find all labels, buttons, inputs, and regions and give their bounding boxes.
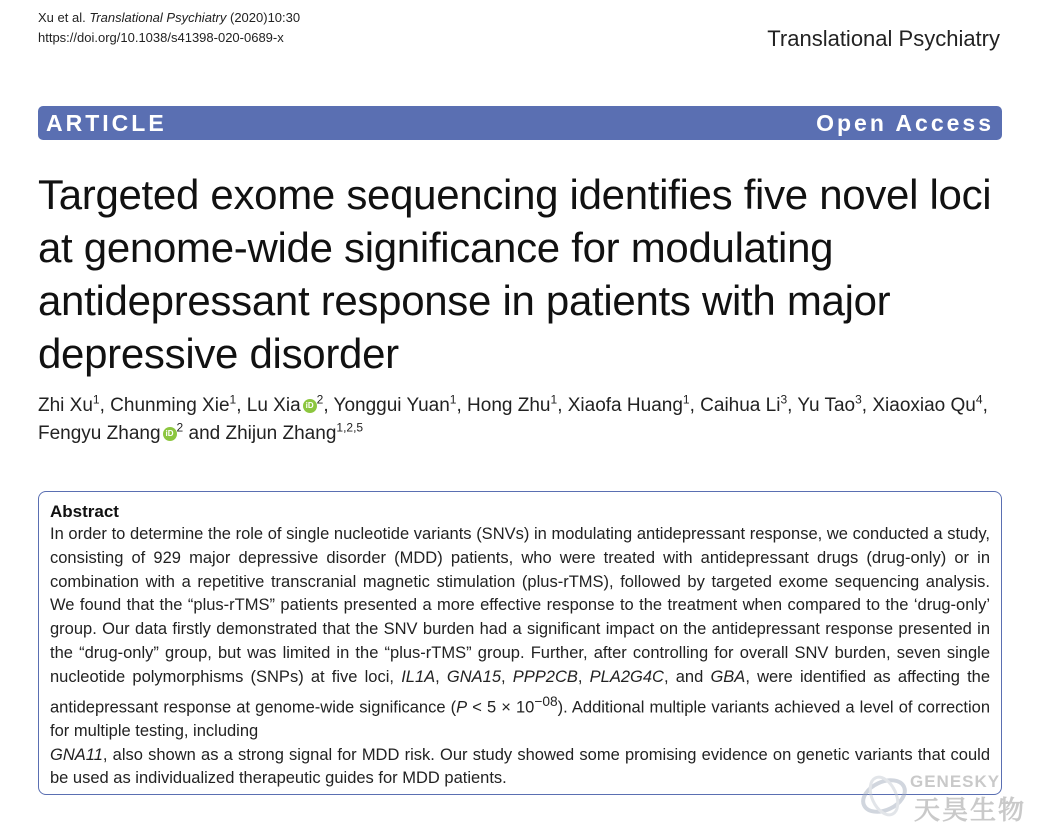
author-name[interactable]: Hong Zhu — [467, 395, 551, 416]
orcid-icon[interactable]: iD — [163, 427, 177, 441]
author-affiliation: 3 — [855, 392, 862, 407]
citation-block — [38, 8, 300, 48]
watermark-brand-cn: 天昊生物 — [914, 795, 1027, 825]
author-name[interactable]: Zhi Xu — [38, 395, 93, 416]
open-access-label: Open Access — [816, 109, 994, 136]
abstract-text: In order to determine the role of single nucleotide variants (SNVs) in modulating antidepressant response, we conducted a study, consisting of 929 major depressive disorder (MDD) patients, who were treated with antidepressant drugs (drug-only) or in combination with a repetitive transcranial magnetic stimulation (plus-rTMS), followed by targeted exome sequencing analysis. We found that the “plus-rTMS” patients presented a more effective response to the treatment when compared to the ‘drug-only’ group. Our data firstly demonstrated that the SNV burden had a significant impact on the antidepressant response presented in the “drug-only” group, but was limited in the “plus-rTMS” group. Further, after controlling for overall SNV burden, seven single nucleotide polymorphisms (SNPs) at five loci, IL1A, GNA15, PPP2CB, PLA2G4C, and GBA, were identified as affecting the antidepressant response at genome-wide significance $(P < 5 \times 10^{-08})$. Additional multiple variants achieved a level of correction for multiple testing, including GNA11, also shown as a strong signal for MDD risk. Our study showed some promising evidence on genetic variants that could be used as individualized therapeutic guides for MDD patients. — [50, 525, 991, 788]
citation-volume: (2020)10:30 — [230, 10, 301, 25]
abstract-part-1: In order to determine the role of single nucleotide variants (SNVs) in modulating antidepressant response, we conducted a study, consisting of 929 major depressive disorder (MDD) patients, who were treated with antidepressant drugs (drug-only) or in combination with a repetitive transcranial magnetic stimulation (plus-rTMS), followed by targeted exome sequencing analysis. We found that the “plus-rTMS” patients presented a more effective response to the treatment when compared to the ‘drug-only’ group. Our data firstly demonstrated that the SNV burden had a significant impact on the antidepressant response presented in the “drug-only” group, but was limited in the “plus-rTMS” group. Further, after controlling for overall SNV burden, seven single nucleotide polymorphisms (SNPs) at five loci, — [50, 525, 990, 686]
author-separator: , — [982, 395, 988, 416]
author-affiliation: 3 — [780, 392, 788, 407]
author-separator: , — [236, 395, 247, 416]
citation-line — [38, 8, 300, 28]
p-value: < 5 × 10 — [467, 698, 535, 717]
doi-link[interactable]: https://doi.org/10.1038/s41398-020-0689-x — [38, 30, 284, 45]
gene-gna11: GNA11 — [50, 745, 103, 764]
genesky-logo-icon — [858, 770, 910, 822]
gene-ppp2cb: PPP2CB — [512, 667, 578, 686]
article-banner — [38, 106, 1002, 140]
author-list — [38, 392, 1008, 448]
abstract-heading: Abstract — [50, 502, 119, 521]
author-name[interactable]: Fengyu Zhang — [38, 423, 161, 444]
watermark-brand-en: GENESKY — [910, 772, 1001, 791]
author-name[interactable]: Caihua Li — [700, 395, 781, 416]
article-type-label: ARTICLE — [46, 109, 167, 136]
orcid-icon[interactable]: iD — [303, 399, 317, 413]
author-separator: , — [787, 395, 798, 416]
journal-name: Translational Psychiatry — [767, 26, 1000, 51]
citation-authors: Xu et al. — [38, 10, 86, 25]
author-affiliation: 2 — [316, 392, 324, 407]
author-affiliation: 1 — [92, 392, 100, 407]
author-separator: , — [456, 395, 468, 416]
author-conjunction: and — [183, 423, 226, 444]
author-name[interactable]: Lu Xia — [246, 395, 301, 416]
author-name[interactable]: Xiaofa Huang — [567, 395, 683, 416]
author-separator: , — [323, 395, 334, 416]
author-affiliation: 1 — [449, 392, 457, 407]
author-affiliation: 1 — [229, 392, 237, 407]
gene-gba: GBA — [710, 667, 746, 686]
author-name[interactable]: Yu Tao — [797, 395, 856, 416]
author-affiliation: 1,2,5 — [336, 420, 364, 435]
author-separator: , — [99, 395, 111, 416]
gene-pla2g4c: PLA2G4C — [589, 667, 664, 686]
abstract-part-2: , were identified as affecting the antidepressant response at genome-wide significance ( — [50, 667, 991, 717]
author-affiliation: 2 — [176, 420, 184, 435]
genesky-watermark — [858, 768, 1028, 825]
author-name[interactable]: Yonggui Yuan — [333, 395, 450, 416]
gene-gna15: GNA15 — [446, 667, 502, 686]
author-separator: , — [861, 395, 873, 416]
gene-il1a: IL1A — [401, 667, 436, 686]
p-exponent: −08 — [534, 693, 558, 709]
author-affiliation: 1 — [550, 392, 558, 407]
author-name[interactable]: Chunming Xie — [110, 395, 230, 416]
author-affiliation: 4 — [975, 392, 983, 407]
author-name[interactable]: Zhijun Zhang — [225, 423, 337, 444]
author-separator: , — [689, 395, 701, 416]
author-affiliation: 1 — [682, 392, 690, 407]
author-separator: , — [557, 395, 568, 416]
citation-journal: Translational Psychiatry — [89, 10, 227, 25]
abstract-box — [38, 491, 1002, 795]
author-name[interactable]: Xiaoxiao Qu — [872, 395, 976, 416]
abstract-part-3: ). Additional multiple variants achieved a level of correction for multiple testing, including — [50, 698, 990, 740]
article-title: Targeted exome sequencing identifies five novel loci at genome-wide significance for modulating antidepressant response in patients with major depressive disorder — [38, 171, 992, 377]
and-word: , and — [663, 667, 704, 686]
abstract-part-4: , also shown as a strong signal for MDD risk. Our study showed some promising evidence on genetic variants that could be used as individualized therapeutic guides for MDD patients. — [50, 745, 990, 788]
p-symbol: P — [456, 698, 468, 717]
